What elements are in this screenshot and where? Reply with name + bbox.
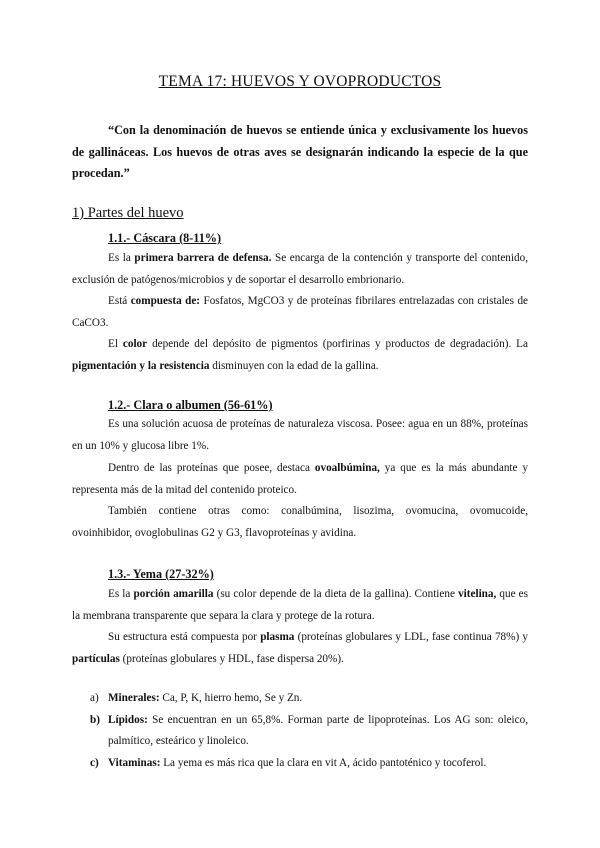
albumen-paragraph-2 [72,458,528,501]
definition-quote: “Con la denominación de huevos se entiende única y exclusivamente los huevos de gallináceas. Los huevos de otras aves se designarán indicando la especie de la que procedan.” [72,123,528,180]
text-span: Es la [108,588,134,600]
list-marker: b) [90,713,100,726]
text-span: ya que es la más abundante y representa más de la mitad del contenido proteico. [72,462,528,496]
list-item-text: Se encuentran en un 65,8%. Forman parte de lipoproteínas. Los AG son: oleico, palmítico, esteárico y linoleico. [108,713,528,747]
yolk-paragraph-2 [72,627,528,670]
yolk-components-list [72,688,528,774]
list-item-label: Minerales: [108,692,160,704]
section-heading-parts: 1) Partes del huevo [72,205,184,221]
text-span: El [108,338,123,350]
list-item [72,753,528,775]
bold-term: porción amarilla [133,588,214,600]
bold-term: color [122,338,148,350]
bold-term: vitelina, [458,588,497,600]
text-span: (proteínas globulares y HDL, fase dispersa 20%). [119,652,344,665]
text-span: Está [108,295,131,307]
list-item-content [108,688,528,710]
subsection-heading-albumen: 1.2.- Clara o albumen (56-61%) [108,398,273,412]
text-span: Fosfatos, MgCO3 y de proteínas fibrilares entrelazadas con cristales de CaCO3. [72,295,529,329]
list-item-text: La yema es más rica que la clara en vit A, ácido pantoténico y tocoferol. [160,756,487,769]
list-item [72,710,528,753]
yolk-paragraph-1 [72,584,528,627]
shell-paragraph-1 [72,248,528,291]
text-span: disminuyen con la edad de la gallina. [209,359,379,372]
page-title: TEMA 17: HUEVOS Y OVOPRODUCTOS [158,73,442,90]
list-item-content [108,753,528,775]
shell-paragraph-2 [72,291,528,334]
text-span: Es la [108,252,135,264]
text-span: que es la membrana transparente que separa la clara y protege de la rotura. [72,588,529,622]
text-span: Dentro de las proteínas que posee, destaca [108,462,315,474]
bold-term: ovoalbúmina, [314,462,380,474]
albumen-paragraph-3: También contiene otras como: conalbúmina, lisozima, ovomucina, ovomucoide, ovoinhibidor, ovoglobulinas G2 y G3, flavoproteínas y avidina. [72,505,528,539]
bold-term: plasma [260,631,295,643]
subsection-heading-shell: 1.1.- Cáscara (8-11%) [108,231,222,245]
bold-term: partículas [72,652,120,665]
list-marker: c) [90,756,99,769]
text-span: Su estructura está compuesta por [108,631,261,643]
shell-paragraph-3 [72,334,528,377]
text-span: (proteínas globulares y LDL, fase continua 78%) y [294,631,528,643]
list-item-text: Ca, P, K, hierro hemo, Se y Zn. [159,692,303,704]
list-item-label: Lípidos: [108,713,148,726]
list-item-content [108,710,528,753]
bold-term: compuesta de: [130,295,201,307]
bold-term: primera barrera de defensa. [134,252,272,264]
list-item [72,688,528,710]
bold-term: pigmentación y la resistencia [72,359,210,372]
list-item-label: Vitaminas: [108,756,161,769]
subsection-heading-yolk: 1.3.- Yema (27-32%) [108,567,214,581]
albumen-paragraph-1: Es una solución acuosa de proteínas de naturaleza viscosa. Posee: agua en un 88%, proteínas en un 10% y glucosa libre 1%. [72,418,528,452]
text-span: depende del depósito de pigmentos (porfirinas y productos de degradación). La [147,338,528,350]
text-span: (su color depende de la dieta de la gallina). Contiene [213,588,459,600]
text-span: Se encarga de la contención y transporte del contenido, exclusión de patógenos/microbios y de soportar el desarrollo embrionario. [72,252,528,286]
list-marker: a) [90,692,99,704]
